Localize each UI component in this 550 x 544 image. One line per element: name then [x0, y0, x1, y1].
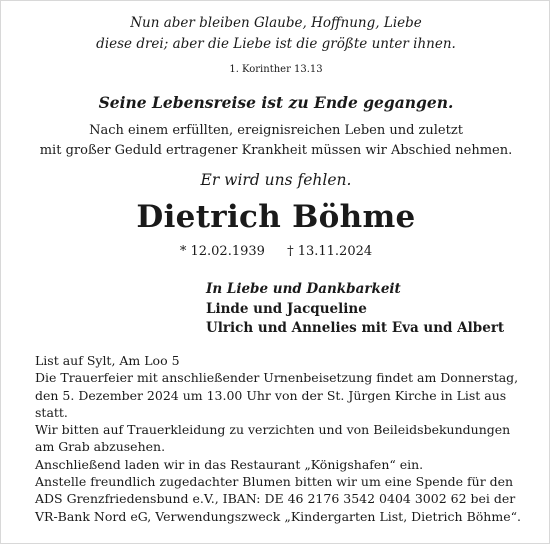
family-block: [206, 280, 546, 339]
donation-line: VR-Bank Nord eG, Verwendungszweck „Kindergarten List, Dietrich Böhme“.: [35, 508, 521, 524]
donation-text: [35, 473, 535, 525]
donation-line: ADS Grenzfriedensbund e.V., IBAN: DE 46 2176 3542 0404 3002 62 bei der: [35, 491, 516, 507]
ceremony-line: den 5. Dezember 2024 um 13.00 Uhr von der St. Jürgen Kirche in List aus statt.: [35, 387, 507, 420]
ceremony-text: [35, 369, 535, 421]
deceased-name: Dietrich Böhme: [136, 199, 416, 235]
life-dates: [1, 244, 550, 259]
address-line: List auf Sylt, Am Loo 5: [35, 353, 180, 368]
attire-text: [35, 421, 535, 456]
intro-line: mit großer Geduld ertragener Krankheit müssen wir Abschied nehmen.: [39, 143, 513, 158]
attire-line: Wir bitten auf Trauerkleidung zu verzichten und von Beileidsbekundungen: [35, 422, 511, 438]
birth-date: * 12.02.1939: [179, 244, 265, 259]
quote-reference: 1. Korinther 13.13: [229, 64, 323, 75]
ceremony-line: Die Trauerfeier mit anschließender Urnenbeisetzung findet am Donnerstag,: [35, 370, 519, 386]
notice-body: [35, 352, 535, 525]
intro-text: [1, 121, 550, 161]
restaurant-text: Anschließend laden wir in das Restaurant „Königshafen“ ein.: [35, 456, 424, 472]
quote-line: Nun aber bleiben Glaube, Hoffnung, Liebe: [130, 15, 422, 31]
quote-line: diese drei; aber die Liebe ist die größte unter ihnen.: [96, 36, 456, 52]
family-member-line: Ulrich und Annelies mit Eva und Albert: [206, 320, 505, 336]
donation-line: Anstelle freundlich zugedachter Blumen bitten wir um eine Spende für den: [35, 474, 514, 490]
family-intro: In Liebe und Dankbarkeit: [206, 281, 401, 297]
headline: Seine Lebensreise ist zu Ende gegangen.: [98, 93, 454, 112]
family-member-line: Linde und Jacqueline: [206, 300, 367, 317]
attire-line: am Grab abzusehen.: [35, 439, 166, 455]
death-date: † 13.11.2024: [287, 244, 373, 259]
bible-quote: [1, 13, 550, 55]
intro-line: Nach einem erfüllten, ereignisreichen Leben und zuletzt: [89, 123, 463, 138]
miss-line: Er wird uns fehlen.: [200, 171, 352, 189]
